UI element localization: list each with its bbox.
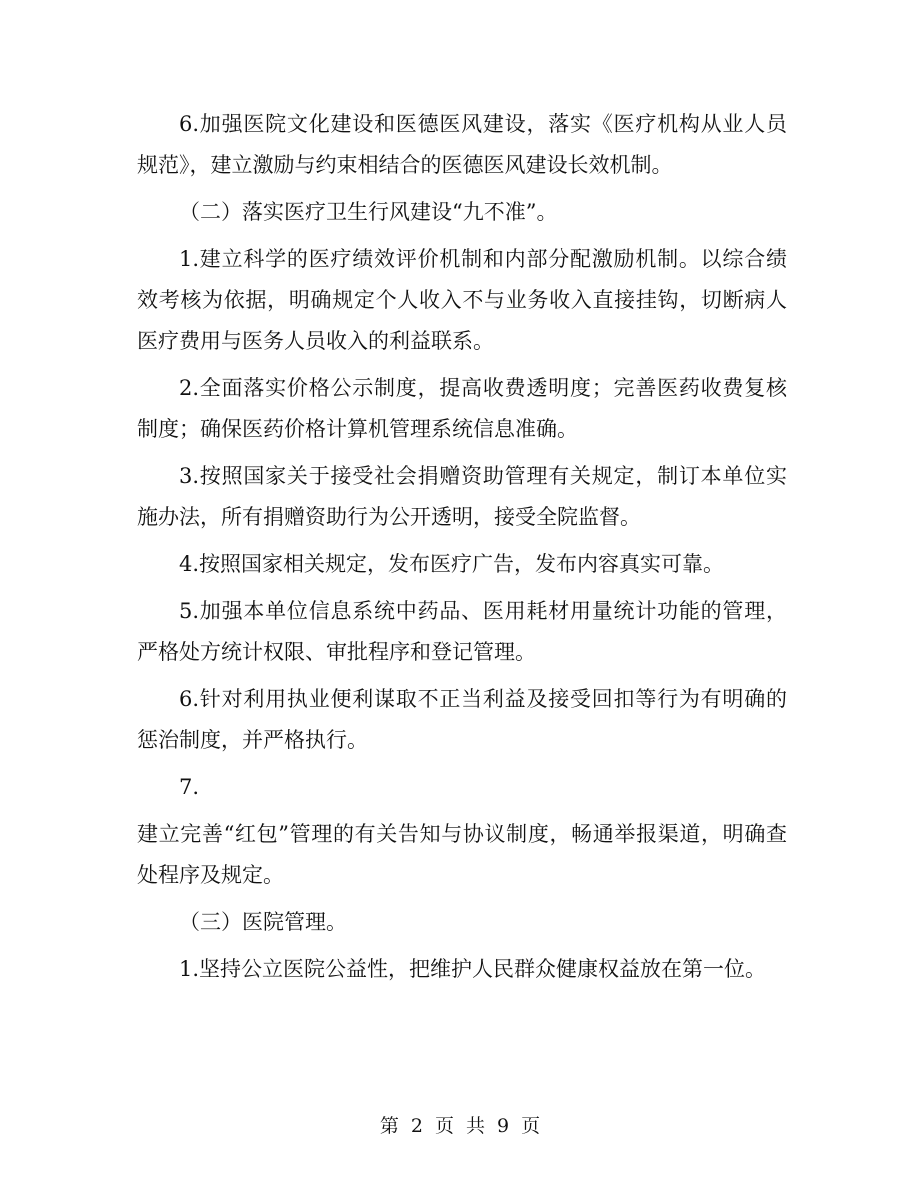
paragraph: 5.加强本单位信息系统中药品、医用耗材用量统计功能的管理，严格处方统计权限、审批程序和登记管理。: [137, 599, 787, 664]
paragraph: 建立完善“红包”管理的有关告知与协议制度，畅通举报渠道，明确查处程序及规定。: [137, 822, 787, 887]
paragraph: 6.加强医院文化建设和医德医风建设，落实《医疗机构从业人员规范》，建立激励与约束相结合的医德医风建设长效机制。: [137, 112, 787, 177]
page-footer: 第 2 页 共 9 页: [379, 1115, 541, 1137]
paragraph-number: 7.: [179, 775, 200, 799]
paragraph: 3.按照国家关于接受社会捐赠资助管理有关规定，制订本单位实施办法，所有捐赠资助行为公开透明，接受全院监督。: [137, 464, 787, 529]
section-heading: （二）落实医疗卫生行风建设“九不准”。: [179, 200, 558, 224]
section-heading: （三）医院管理。: [179, 910, 347, 934]
paragraph: 1.坚持公立医院公益性，把维护人民群众健康权益放在第一位。: [179, 957, 767, 981]
paragraph: 4.按照国家相关规定，发布医疗广告，发布内容真实可靠。: [179, 552, 725, 576]
paragraph: 2.全面落实价格公示制度，提高收费透明度；完善医药收费复核制度；确保医药价格计算机管理系统信息准确。: [137, 376, 787, 441]
paragraph: 6.针对利用执业便利谋取不正当利益及接受回扣等行为有明确的惩治制度，并严格执行。: [137, 687, 787, 752]
paragraph: 1.建立科学的医疗绩效评价机制和内部分配激励机制。以综合绩效考核为依据，明确规定个人收入不与业务收入直接挂钩，切断病人医疗费用与医务人员收入的利益联系。: [137, 247, 787, 353]
document-body: [137, 104, 787, 996]
